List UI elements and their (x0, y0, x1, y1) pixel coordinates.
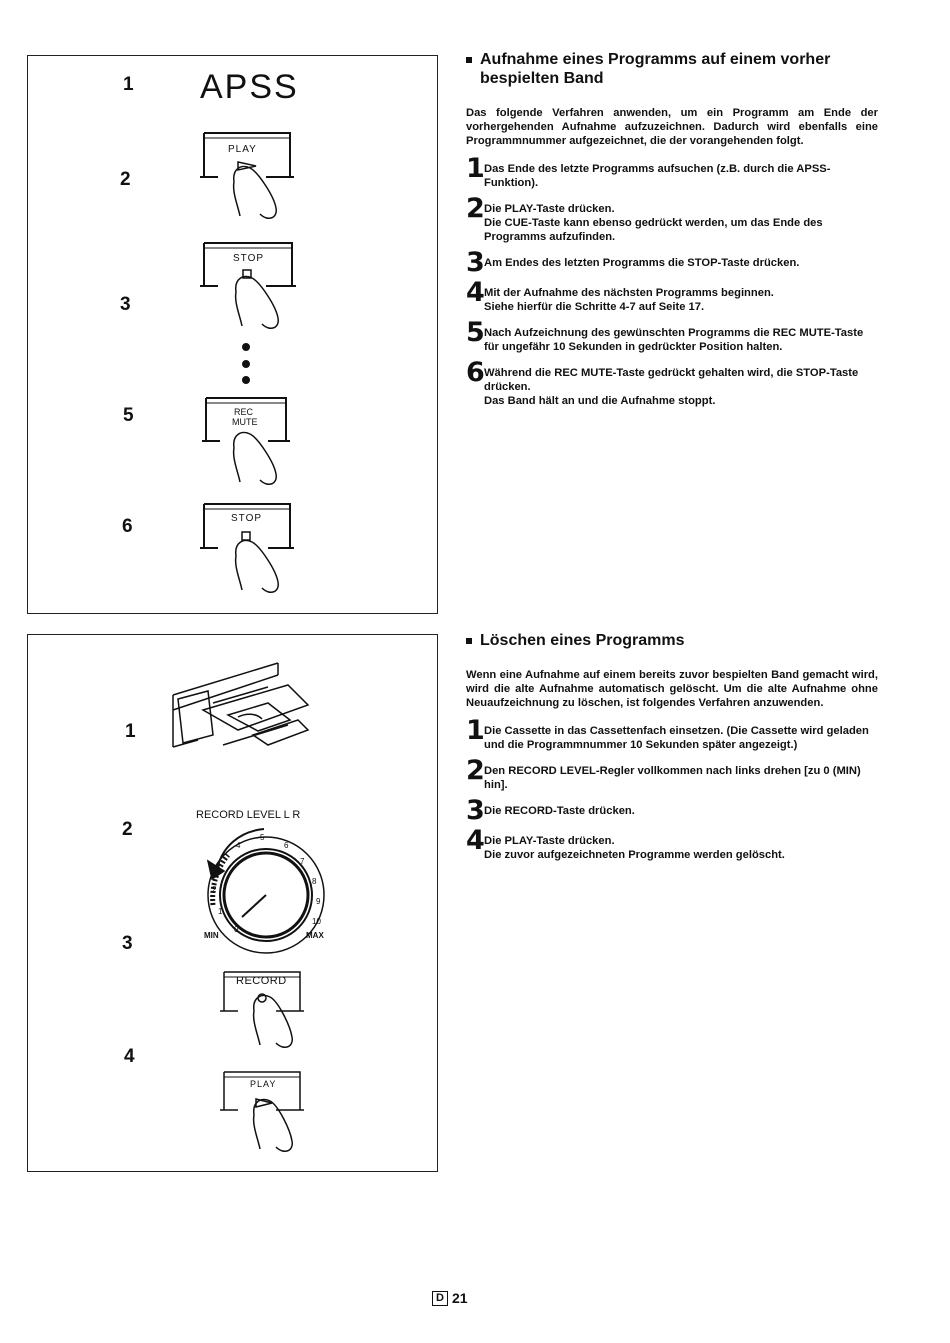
dial-mark-4: 4 (236, 841, 241, 850)
section-record-after (466, 50, 878, 416)
max-label: MAX (306, 931, 324, 940)
dial-mark-3: 3 (216, 863, 221, 872)
figure-step-number: 6 (122, 516, 133, 537)
step-item: 4 Die PLAY-Taste drücken. Die zuvor aufgezeichneten Programme werden gelöscht. (466, 825, 785, 861)
stop-label: STOP (233, 253, 265, 264)
dial-mark-10: 10 (312, 917, 321, 926)
dial-mark-6: 6 (284, 841, 289, 850)
step-item: 4 Mit der Aufnahme des nächsten Programms beginnen. Siehe hierfür die Schritte 4-7 auf Seite 17. (466, 277, 774, 313)
figure-step-number: 1 (123, 74, 134, 95)
step-item: 2 Die PLAY-Taste drücken. Die CUE-Taste kann ebenso gedrückt werden, um das Ende des Programms aufzufinden. (466, 193, 823, 243)
step-item: 1 Die Cassette in das Cassettenfach einsetzen. (Die Cassette wird geladen und die Programmnummer 10 Sekunden später angezeigt.) (466, 715, 869, 751)
figure-step-number: 5 (123, 405, 134, 426)
figure-step-number: 4 (124, 1046, 135, 1067)
step-item: 2 Den RECORD LEVEL-Regler vollkommen nach links drehen [zu 0 (MIN) hin]. (466, 755, 861, 791)
dial-mark-0: 0 (234, 925, 239, 934)
step-item: 6 Während die REC MUTE-Taste gedrückt gehalten wird, die STOP-Taste drücken. Das Band hält an und die Aufnahme stoppt. (466, 357, 859, 407)
rec-mute-label-1: REC (234, 407, 254, 417)
bullet-icon (466, 57, 472, 63)
section-erase (466, 631, 878, 870)
apss-label: APSS (200, 68, 299, 106)
figure-step-number: 2 (122, 819, 133, 840)
section-intro: Wenn eine Aufnahme auf einem bereits zuvor bespielten Band gemacht wird, wird die alte Aufnahme automatisch gelöscht. Um die alte Aufnahme ohne Neuaufzeichnung zu löschen, ist folgendes Verfahren anzuwenden. (466, 669, 878, 709)
cassette-deck-illustration (173, 663, 308, 747)
record-level-label: RECORD LEVEL L R (196, 809, 301, 821)
figure-drawing-2 (28, 635, 437, 1171)
figure-step-number: 3 (122, 933, 133, 954)
min-label: MIN (204, 931, 219, 940)
section-heading: Löschen eines Programms (466, 631, 878, 650)
play-label-2: PLAY (250, 1079, 277, 1089)
play-label: PLAY (228, 144, 257, 155)
figure-step-number: 3 (120, 294, 131, 315)
figure-step-number: 1 (125, 721, 136, 742)
dial-mark-8: 8 (312, 877, 317, 886)
dial-mark-2: 2 (212, 885, 217, 894)
step-item: 1 Das Ende des letzte Programms aufsuchen (z.B. durch die APSS-Funktion). (466, 153, 831, 189)
language-code: D (432, 1291, 448, 1306)
step-item: 3 Am Endes des letzten Programms die STOP-Taste drücken. (466, 247, 800, 278)
figure-panel-erase (27, 634, 438, 1172)
step-item: 5 Nach Aufzeichnung des gewünschten Programms die REC MUTE-Taste für ungefähr 10 Sekunden in gedrückter Position halten. (466, 317, 864, 353)
bullet-icon (466, 638, 472, 644)
figure-panel-record-after (27, 55, 438, 614)
section-intro: Das folgende Verfahren anwenden, um ein Programm am Ende der vorhergehenden Aufnahme aufzuzeichnen. Dadurch wird ebenfalls eine Programmnummer aufgezeichnet, die der vorangehenden folgt. (466, 107, 878, 147)
dial-mark-1: 1 (218, 907, 223, 916)
dial-mark-7: 7 (300, 857, 305, 866)
dial-mark-5: 5 (260, 833, 265, 842)
step-item: 3 Die RECORD-Taste drücken. (466, 795, 635, 826)
figure-drawing-1 (28, 56, 437, 613)
page-footer (432, 1290, 468, 1306)
rec-mute-label-2: MUTE (232, 417, 258, 427)
dial-mark-9: 9 (316, 897, 321, 906)
record-label: RECORD (236, 975, 287, 987)
figure-step-number: 2 (120, 169, 131, 190)
page-number: 21 (451, 1290, 468, 1306)
section-heading: Aufnahme eines Programms auf einem vorher bespielten Band (466, 50, 878, 88)
stop-label-2: STOP (231, 513, 263, 524)
